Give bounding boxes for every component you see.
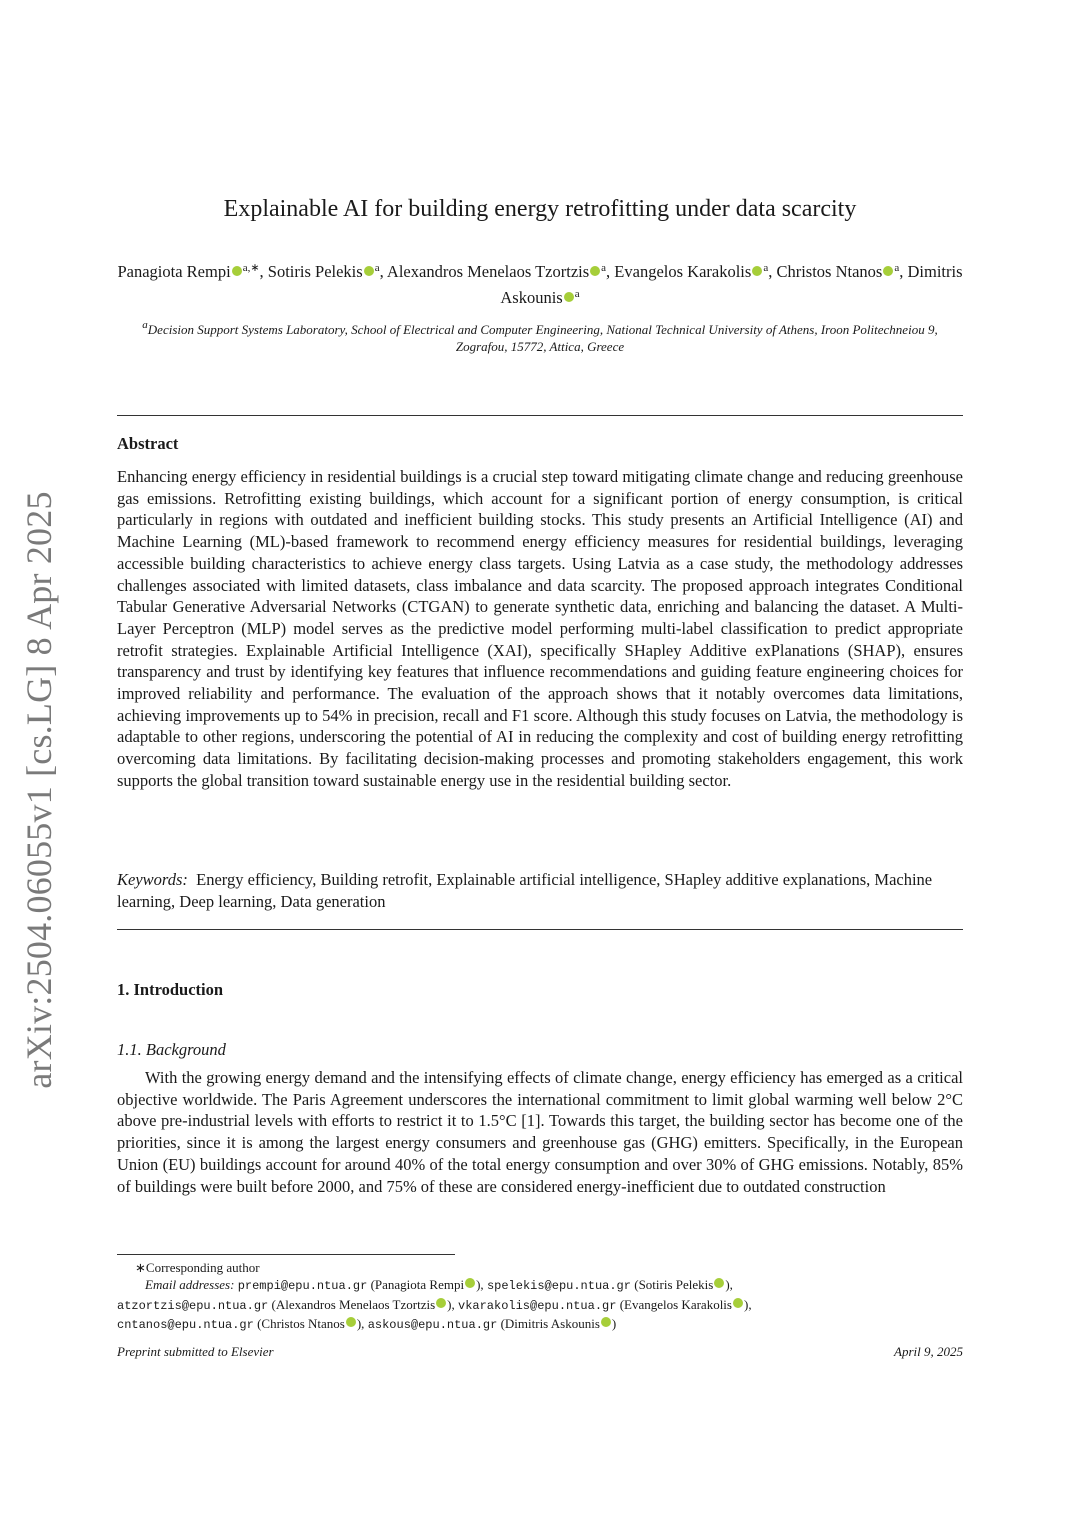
arxiv-identifier-stamp: arXiv:2504.06055v1 [cs.LG] 8 Apr 2025: [19, 491, 59, 1089]
email-line-3: cntanos@epu.ntua.gr (Christos Ntanos ), askous@epu.ntua.gr (Dimitris Askounis ): [117, 1316, 617, 1333]
email-line-1: Email addresses: prempi@epu.ntua.gr (Panagiota Rempi ), spelekis@epu.ntua.gr (Sotiris Pelekis ),: [145, 1277, 733, 1294]
footer-journal: Preprint submitted to Elsevier: [117, 1344, 274, 1359]
email-link[interactable]: vkarakolis@epu.ntua.gr: [458, 1298, 617, 1313]
keywords-label: Keywords:: [117, 870, 188, 889]
email-label: Email addresses:: [145, 1277, 235, 1293]
email-link[interactable]: spelekis@epu.ntua.gr: [486, 1279, 631, 1294]
abstract-body: Enhancing energy efficiency in residential buildings is a crucial step toward mitigating climate change and reducing greenhouse gas emissions. Retrofitting existing buildings, which account for a significant portion of energy consumption, is critical particularly in regions with outdated and inefficient building stocks. This study presents an Artificial Intelligence (AI) and Machine Learning (ML)-based framework to recommend energy efficiency measures for residential buildings, leveraging accessible building characteristics to achieve energy class targets. Using Latvia as a case study, the methodology addresses challenges associated with limited datasets, class imbalance and data scarcity. The proposed approach integrates Conditional Tabular Generative Adversarial Networks (CTGAN) to generate synthetic data, enriching and balancing the dataset. A Multi-Layer Perceptron (MLP) model serves as the predictive model performing multi-label classification to predict appropriate retrofit strategies. Explainable Artificial Intelligence (XAI), specifically SHapley Additive exPlanations (SHAP), ensures transparency and trust by identifying key features that influence recommendations and guiding feature engineering choices for improved reliability and performance. The evaluation of the approach shows that it notably overcomes data limitations, achieving improvements up to 54% in precision, recall and F1 score. Although this study focuses on Latvia, the methodology is adaptable to other regions, underscoring the potential of AI in reducing the complexity and cost of building energy retrofitting overcoming data limitations. By facilitating decision-making processes and promoting stakeholders engagement, this work supports the global transition toward sustainable energy use in the residential building sector.: [117, 467, 963, 790]
affiliation-mark: a: [142, 319, 148, 331]
footer-date: April 9, 2025: [894, 1344, 963, 1359]
email-line-2: atzortzis@epu.ntua.gr (Alexandros Menelaos Tzortzis ), vkarakolis@epu.ntua.gr (Evangelos Karakolis ),: [117, 1296, 752, 1313]
orcid-icon[interactable]: [714, 1278, 724, 1288]
orcid-icon[interactable]: [590, 266, 600, 276]
footnote-rule: [117, 1254, 455, 1255]
author-2[interactable]: Sotiris Pelekis $^a$: [267, 262, 380, 281]
section-heading: 1. Introduction: [117, 980, 224, 999]
email-link[interactable]: atzortzis@epu.ntua.gr: [117, 1298, 269, 1313]
keywords: [117, 869, 963, 912]
abstract-heading: Abstract: [117, 434, 179, 453]
author-3[interactable]: Alexandros Menelaos Tzortzis $^a$: [386, 262, 607, 281]
footnotes: [117, 1259, 963, 1335]
author-6[interactable]: Dimitris Askounis $^a$: [500, 262, 963, 307]
orcid-icon[interactable]: [364, 266, 374, 276]
orcid-icon[interactable]: [232, 266, 242, 276]
author-4[interactable]: Evangelos Karakolis $^a$: [614, 262, 769, 281]
abstract-top-rule: [117, 415, 963, 416]
abstract-bottom-rule: [117, 929, 963, 930]
orcid-icon[interactable]: [465, 1278, 475, 1288]
orcid-icon[interactable]: [883, 266, 893, 276]
section-body: With the growing energy demand and the intensifying effects of climate change, energy efficiency has emerged as a critical objective worldwide. The Paris Agreement underscores the international commitment to limit global warming well below 2°C above pre-industrial levels with efforts to restrict it to 1.5°C [1]. Towards this target, the building sector has become one of the priorities, since it is among the largest energy consumers and greenhouse gas (GHG) emitters. Specifically, in the European Union (EU) buildings account for around 40% of the total energy consumption and over 30% of GHG emissions. Notably, 85% of buildings were built before 2000, and 75% of these are considered energy-inefficient due to outdated construction: [117, 1068, 963, 1196]
orcid-icon[interactable]: [436, 1298, 446, 1308]
orcid-icon[interactable]: [564, 292, 574, 302]
author-5[interactable]: Christos Ntanos $^a$: [776, 262, 900, 281]
email-link[interactable]: askous@epu.ntua.gr: [367, 1318, 498, 1333]
orcid-icon[interactable]: [733, 1298, 743, 1308]
corresponding-author-note: ∗Corresponding author: [135, 1260, 260, 1275]
subsection-heading: 1.1. Background: [117, 1040, 226, 1059]
affiliation-text: Decision Support Systems Laboratory, School of Electrical and Computer Engineering, National Technical University of Athens, Iroon Politechneiou 9, Zografou, 15772, Attica, Greece: [147, 322, 938, 354]
orcid-icon[interactable]: [601, 1317, 611, 1327]
orcid-icon[interactable]: [346, 1317, 356, 1327]
keywords-text: Energy efficiency, Building retrofit, Explainable artificial intelligence, SHapley additive explanations, Machine learning, Deep learning, Data generation: [117, 870, 933, 911]
email-link[interactable]: cntanos@epu.ntua.gr: [117, 1318, 254, 1333]
author-1[interactable]: Panagiota Rempi $^{a,∗}$: [117, 262, 260, 281]
affiliation: [117, 317, 963, 355]
orcid-icon[interactable]: [752, 266, 762, 276]
paper-title: Explainable AI for building energy retrofitting under data scarcity: [223, 196, 857, 222]
email-link[interactable]: prempi@epu.ntua.gr: [237, 1279, 368, 1294]
author-list: Panagiota Rempi $^{a,∗}$, Sotiris Pelekis $^a$, Alexandros Menelaos Tzortzis $^a$, Evangelos Karakolis $^a$, Christos Ntanos $^a$, Dimitris Askounis $^a$: [117, 262, 963, 307]
